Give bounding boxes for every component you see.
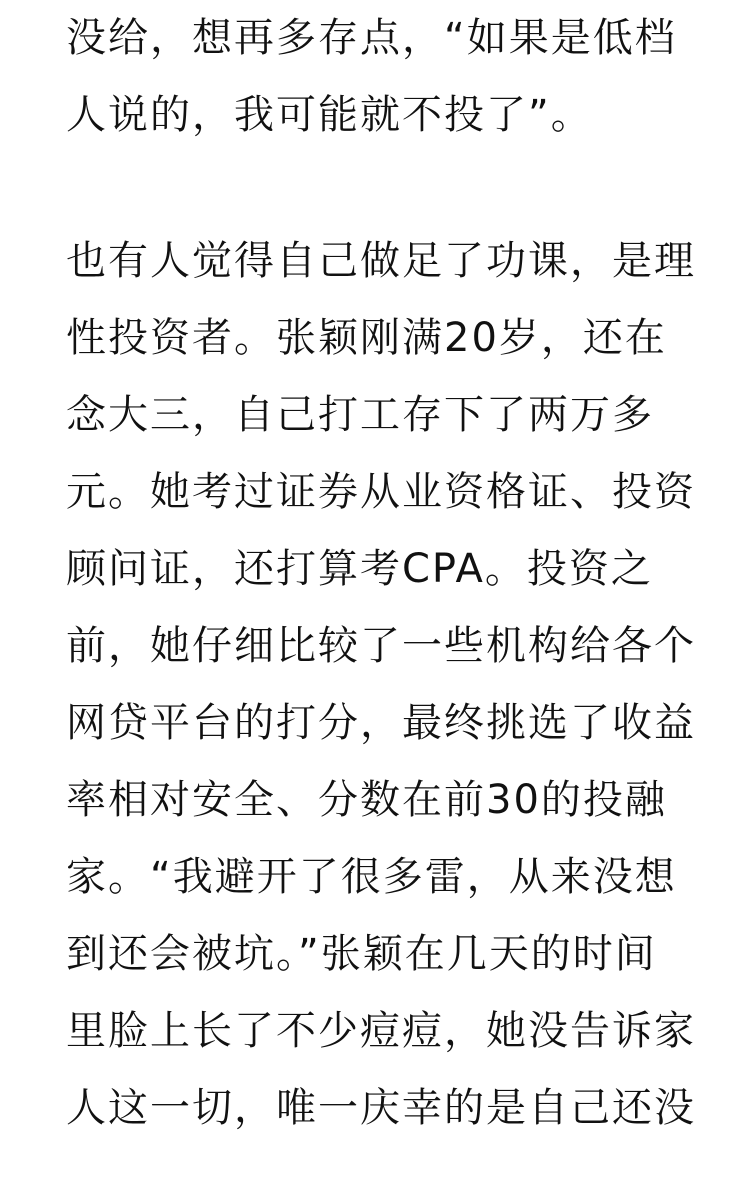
- paragraph-2-line: 网贷平台的打分，最终挑选了收益: [66, 700, 696, 746]
- paragraph-2-line: 到还会被坑。”张颖在几天的时间: [66, 931, 657, 977]
- paragraph-2-line: 率相对安全、分数在前30的投融: [66, 777, 667, 823]
- paragraph-2-line: 前，她仔细比较了一些机构给各个: [66, 623, 696, 669]
- paragraph-2-line: 人这一切，唯一庆幸的是自己还没: [66, 1085, 696, 1131]
- paragraph-1-line: 人说的，我可能就不投了”。: [66, 92, 593, 138]
- paragraph-1: [66, 0, 686, 154]
- paragraph-2-line: 元。她考过证券从业资格证、投资: [66, 469, 696, 515]
- paragraph-2-line: 性投资者。张颖刚满20岁，还在: [66, 315, 667, 361]
- paragraph-spacer: [66, 154, 686, 223]
- paragraph-2-line: 家。“我避开了很多雷，从来没想: [66, 854, 677, 900]
- paragraph-2-line: 里脸上长了不少痘痘，她没告诉家: [66, 1008, 696, 1054]
- paragraph-2-line: 顾问证，还打算考CPA。投资之: [66, 546, 653, 592]
- article-body: [66, 0, 696, 1147]
- paragraph-2-line: 也有人觉得自己做足了功课，是理: [66, 238, 696, 284]
- paragraph-1-line: 没给，想再多存点，“如果是低档: [66, 15, 677, 61]
- paragraph-2-line: 念大三，自己打工存下了两万多: [66, 392, 654, 438]
- paragraph-2: [66, 223, 696, 1147]
